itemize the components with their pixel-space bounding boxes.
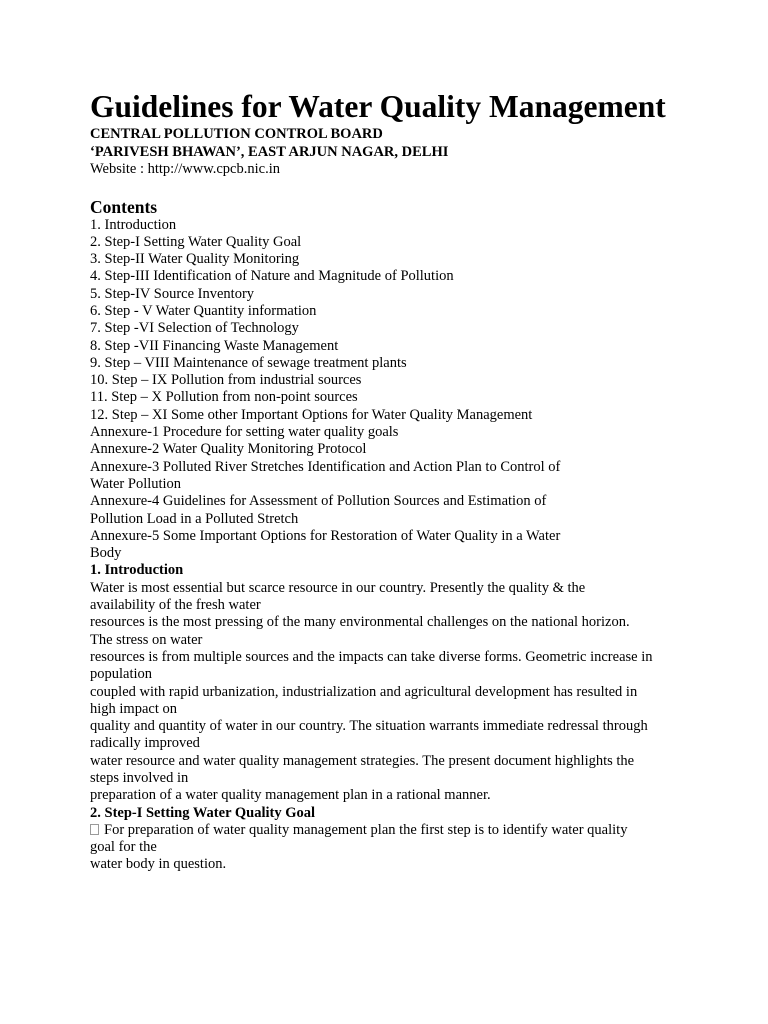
paragraph-line: preparation of a water quality management plan in a rational manner. [90, 787, 491, 804]
bullet-text: For preparation of water quality management plan the first step is to identify water quality [104, 821, 628, 838]
paragraph-line: quality and quantity of water in our country. The situation warrants immediate redressal through [90, 718, 648, 735]
step-one-heading: 2. Step-I Setting Water Quality Goal [90, 804, 316, 821]
paragraph-line: population [90, 666, 153, 683]
paragraph-line: coupled with rapid urbanization, industrialization and agricultural development has resulted in [90, 683, 638, 700]
toc-item: 8. Step -VII Financing Waste Management [90, 337, 339, 354]
organization-name: CENTRAL POLLUTION CONTROL BOARD [90, 126, 383, 142]
toc-item: 10. Step – IX Pollution from industrial sources [90, 372, 362, 389]
toc-item: 6. Step - V Water Quantity information [90, 302, 317, 319]
introduction-body [90, 580, 688, 805]
toc-item: 2. Step-I Setting Water Quality Goal [90, 233, 302, 250]
document-title: Guidelines for Water Quality Management [90, 89, 666, 124]
toc-item: 4. Step-III Identification of Nature and Magnitude of Pollution [90, 268, 454, 285]
table-of-contents [90, 217, 688, 563]
toc-item: 1. Introduction [90, 216, 177, 233]
step-one-body [90, 822, 688, 874]
toc-item: 12. Step – XI Some other Important Options for Water Quality Management [90, 406, 533, 423]
paragraph-line: goal for the [90, 839, 157, 856]
website-line: Website : http://www.cpcb.nic.in [90, 161, 280, 177]
toc-item: Annexure-1 Procedure for setting water quality goals [90, 424, 399, 441]
paragraph-line: Water is most essential but scarce resource in our country. Presently the quality & the [90, 579, 586, 596]
paragraph-line: availability of the fresh water [90, 597, 261, 614]
toc-item: 7. Step -VI Selection of Technology [90, 320, 299, 337]
organization-address: ‘PARIVESH BHAWAN’, EAST ARJUN NAGAR, DELHI [90, 143, 449, 160]
toc-item: Pollution Load in a Polluted Stretch [90, 510, 299, 527]
toc-item: 11. Step – X Pollution from non-point sources [90, 389, 358, 406]
paragraph-line: steps involved in [90, 770, 189, 786]
toc-item: Water Pollution [90, 475, 182, 492]
paragraph-line: The stress on water [90, 631, 203, 648]
toc-item: Annexure-5 Some Important Options for Restoration of Water Quality in a Water [90, 527, 561, 544]
contents-heading: Contents [90, 196, 158, 217]
introduction-heading: 1. Introduction [90, 562, 184, 579]
toc-item: Annexure-2 Water Quality Monitoring Protocol [90, 441, 367, 458]
bullet-box-icon [90, 824, 99, 835]
paragraph-line: resources is from multiple sources and the impacts can take diverse forms. Geometric increase in [90, 648, 653, 665]
paragraph-line: water body in question. [90, 856, 227, 873]
toc-item: 9. Step – VIII Maintenance of sewage treatment plants [90, 354, 407, 371]
bullet-line [90, 822, 688, 839]
paragraph-line: radically improved [90, 735, 200, 752]
paragraph-line: high impact on [90, 700, 177, 717]
toc-item: 5. Step-IV Source Inventory [90, 285, 255, 302]
toc-item: Annexure-3 Polluted River Stretches Identification and Action Plan to Control of [90, 458, 561, 475]
toc-item: Body [90, 545, 122, 562]
toc-item: 3. Step-II Water Quality Monitoring [90, 251, 300, 268]
paragraph-line: resources is the most pressing of the many environmental challenges on the national horizon. [90, 614, 630, 631]
toc-item: Annexure-4 Guidelines for Assessment of Pollution Sources and Estimation of [90, 493, 547, 510]
paragraph-line: water resource and water quality management strategies. The present document highlights the [90, 752, 635, 769]
